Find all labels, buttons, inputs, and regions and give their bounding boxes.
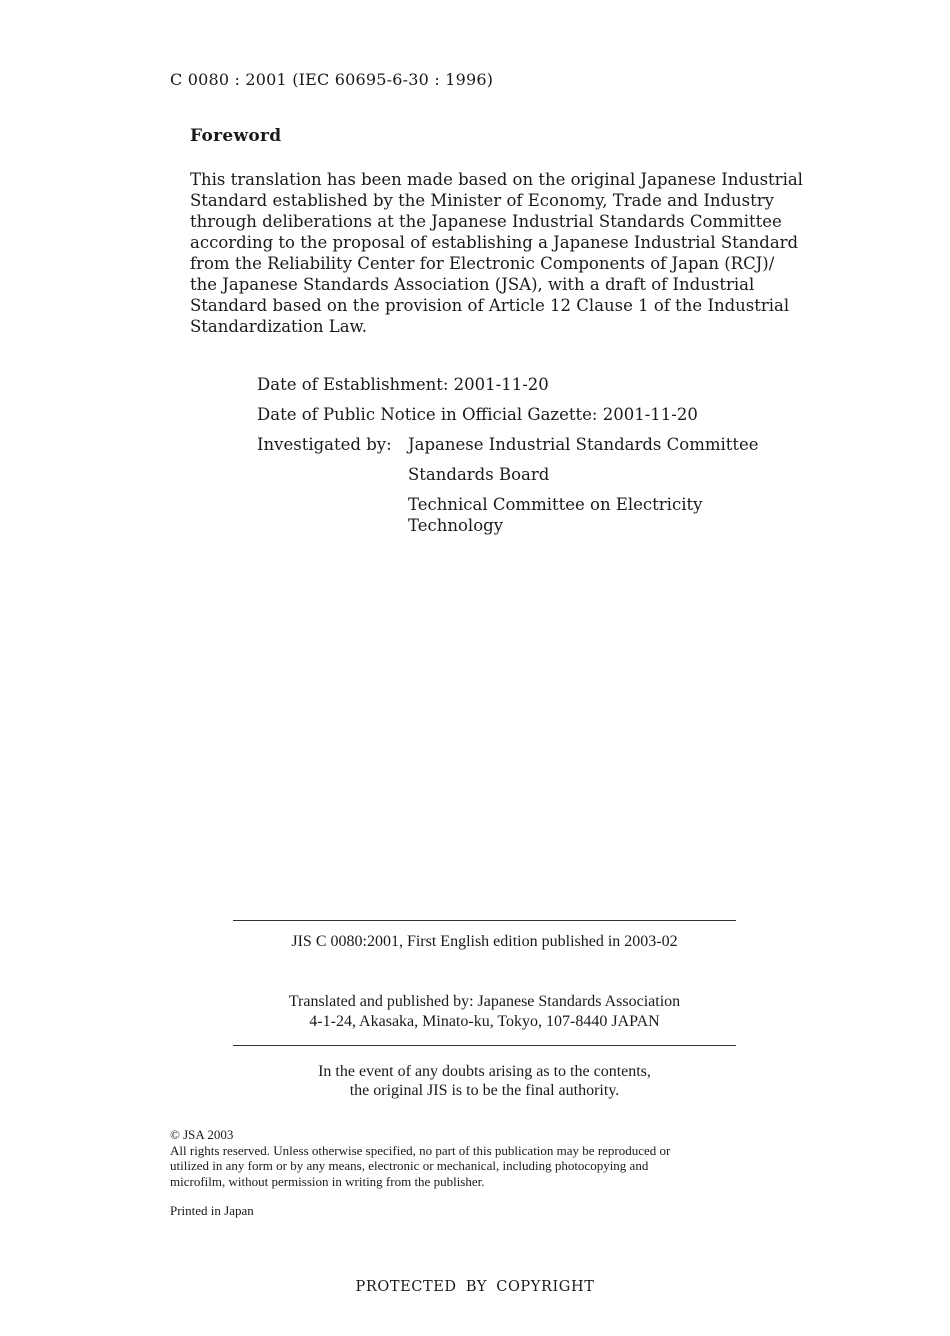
foreword-paragraph — [190, 169, 830, 337]
foreword-line: from the Reliability Center for Electronic Components of Japan (RCJ)/ — [190, 254, 775, 273]
foreword-line: according to the proposal of establishing a Japanese Industrial Standard — [190, 233, 799, 252]
investigated-by-label: Investigated by: — [257, 435, 392, 454]
date-of-public-notice: Date of Public Notice in Official Gazette: 2001-11-20 — [257, 405, 698, 424]
bottom-divider — [233, 1045, 736, 1046]
authority-note-line: In the event of any doubts arising as to the contents, — [318, 1063, 651, 1080]
protected-by-copyright-footer: PROTECTED BY COPYRIGHT — [355, 1279, 595, 1295]
top-divider — [233, 920, 736, 921]
technical-committee: Technical Committee on Electricity — [408, 495, 703, 514]
document-identifier: C 0080 : 2001 (IEC 60695-6-30 : 1996) — [170, 70, 494, 89]
translated-by-line: Translated and published by: Japanese Standards Association — [288, 993, 681, 1010]
foreword-line: the Japanese Standards Association (JSA), with a draft of Industrial — [190, 275, 755, 294]
date-of-establishment: Date of Establishment: 2001-11-20 — [257, 375, 549, 394]
foreword-line: Standard based on the provision of Article 12 Clause 1 of the Industrial — [190, 296, 790, 315]
copyright-block — [170, 1127, 810, 1189]
publisher-address: 4-1-24, Akasaka, Minato-ku, Tokyo, 107-8440 JAPAN — [309, 1013, 660, 1030]
foreword-line: This translation has been made based on the original Japanese Industrial — [190, 170, 803, 189]
technical-committee-continued: Technology — [408, 516, 504, 535]
standards-board: Standards Board — [408, 465, 550, 484]
rights-line: All rights reserved. Unless otherwise specified, no part of this publication may be reproduced or — [170, 1142, 671, 1158]
rights-line: microfilm, without permission in writing from the publisher. — [170, 1173, 485, 1189]
rights-line: utilized in any form or by any means, electronic or mechanical, including photocopying and — [170, 1158, 649, 1173]
committee-name: Japanese Industrial Standards Committee — [408, 435, 759, 454]
foreword-heading: Foreword — [190, 126, 282, 146]
copyright-symbol-line: © JSA 2003 — [170, 1127, 234, 1142]
foreword-line: Standardization Law. — [190, 317, 367, 336]
foreword-line: through deliberations at the Japanese Industrial Standards Committee — [190, 212, 782, 231]
foreword-line: Standard established by the Minister of Economy, Trade and Industry — [190, 191, 774, 210]
edition-line: JIS C 0080:2001, First English edition published in 2003-02 — [291, 933, 678, 950]
printed-in-japan: Printed in Japan — [170, 1203, 254, 1218]
authority-note-line: the original JIS is to be the final authority. — [349, 1082, 620, 1099]
